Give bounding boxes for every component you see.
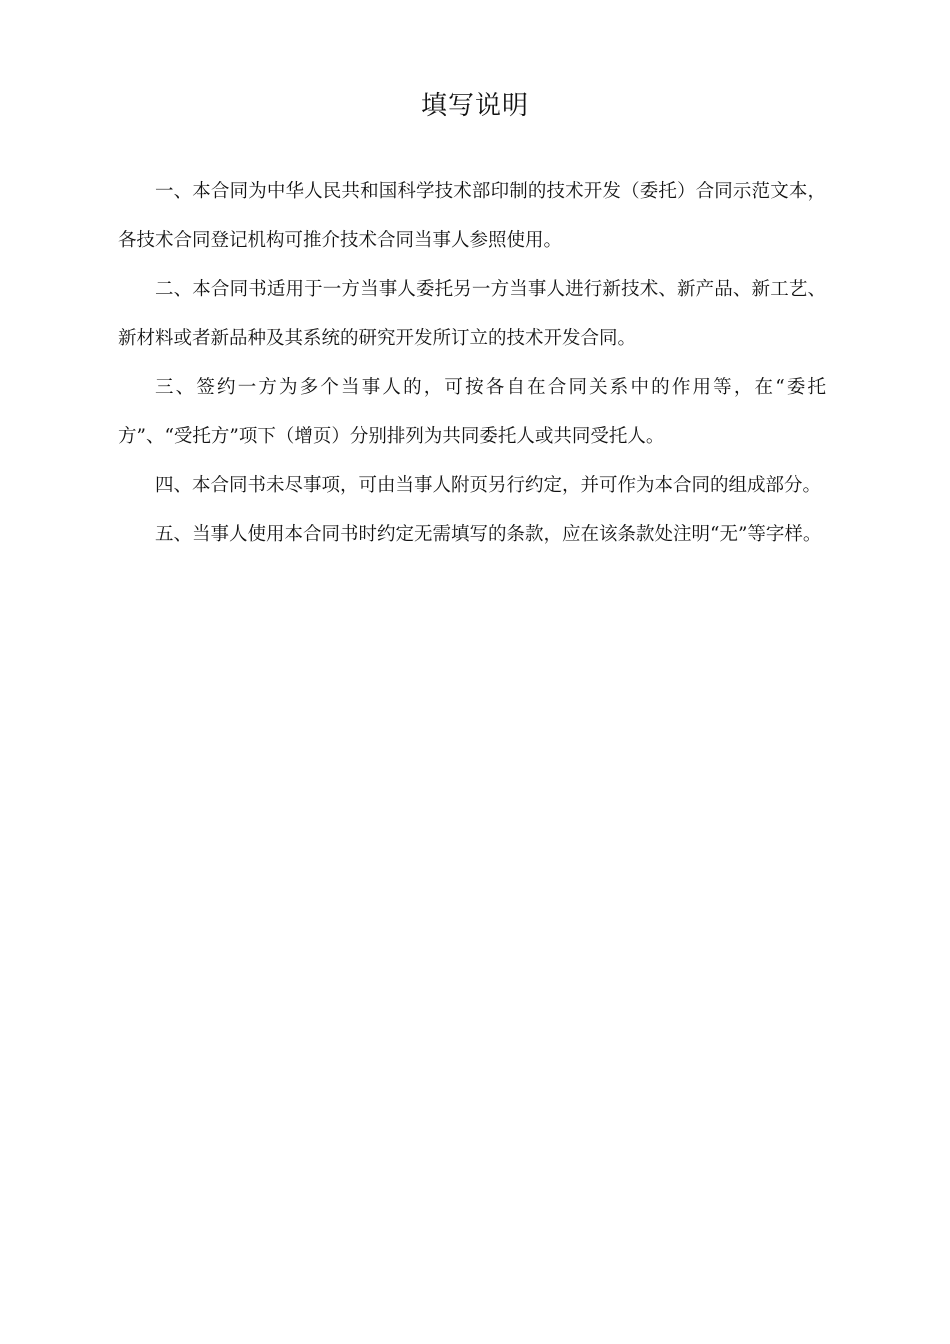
instruction-paragraph-2: 二、本合同书适用于一方当事人委托另一方当事人进行新技术、新产品、新工艺、新材料或者新品种及其系统的研究开发所订立的技术开发合同。 (118, 279, 826, 349)
instruction-paragraph-3: 三、签约一方为多个当事人的，可按各自在合同关系中的作用等，在“委托方”、“受托方”项下（增页）分别排列为共同委托人或共同受托人。 (118, 377, 826, 447)
instruction-paragraph-4: 四、本合同书未尽事项，可由当事人附页另行约定，并可作为本合同的组成部分。 (155, 475, 822, 496)
instruction-paragraph-5: 五、当事人使用本合同书时约定无需填写的条款，应在该条款处注明“无”等字样。 (155, 524, 822, 545)
instructions-body (118, 167, 826, 559)
instruction-paragraph-1: 一、本合同为中华人民共和国科学技术部印制的技术开发（委托）合同示范文本，各技术合同登记机构可推介技术合同当事人参照使用。 (118, 181, 826, 251)
page-title: 填写说明 (420, 91, 529, 121)
